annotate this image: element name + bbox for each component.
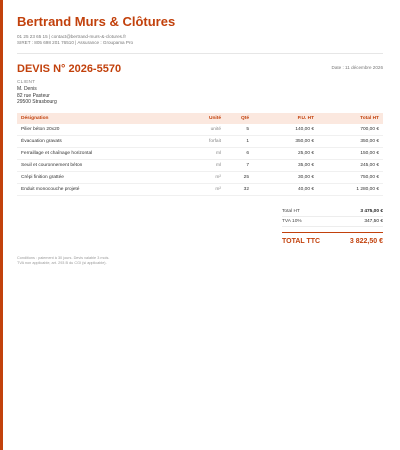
table-row: [17, 159, 383, 171]
table-row: [17, 135, 383, 147]
col-unit: Unité: [179, 113, 225, 124]
cell-unit-price: 35,00 €: [253, 159, 318, 171]
cell-designation: Seuil et couronnement béton: [17, 159, 179, 171]
left-accent-bar: [0, 0, 3, 450]
ttc-divider: [282, 232, 383, 233]
cell-total: 150,00 €: [318, 147, 383, 159]
table-row: [17, 147, 383, 159]
cell-qty: 25: [225, 171, 253, 183]
cell-total: 350,00 €: [318, 135, 383, 147]
header-divider: [17, 53, 383, 54]
vat-note: TVA non applicable, art. 293 B du CGI (si applicable).: [17, 260, 107, 265]
table-row: [17, 124, 383, 136]
cell-unit: m²: [179, 171, 225, 183]
cell-total: 1 280,00 €: [318, 183, 383, 195]
cell-unit-price: 25,00 €: [253, 147, 318, 159]
total-ttc-label: TOTAL TTC: [282, 237, 321, 245]
quote-date: Date : 11 décembre 2026: [331, 65, 383, 70]
cell-designation: Pilier béton 20x20: [17, 124, 179, 136]
total-ht-row: [282, 207, 383, 217]
footer-notes: [17, 256, 383, 266]
cell-total: 750,00 €: [318, 171, 383, 183]
cell-unit: ml: [179, 147, 225, 159]
col-qty: Qté: [225, 113, 253, 124]
items-table: [17, 113, 383, 196]
cell-unit: forfait: [179, 135, 225, 147]
total-ht-label: Total HT: [282, 208, 300, 214]
tva-label: TVA 10%: [282, 218, 302, 224]
client-label: CLIENT: [17, 80, 36, 85]
total-ttc-row: [282, 235, 383, 249]
cell-designation: Enduit monocouche projeté: [17, 183, 179, 195]
cell-total: 700,00 €: [318, 124, 383, 136]
table-row: [17, 183, 383, 195]
col-unit-price: P.U. HT: [253, 113, 318, 124]
cell-unit: ml: [179, 159, 225, 171]
cell-unit-price: 40,00 €: [253, 183, 318, 195]
cell-unit: unité: [179, 124, 225, 136]
col-designation: Désignation: [17, 113, 179, 124]
company-name: Bertrand Murs & Clôtures: [17, 14, 176, 29]
company-contact-line: 01 25 23 65 15 | contact@bertrand-murs-&-clotures.fr: [17, 34, 127, 39]
tva-row: [282, 217, 383, 227]
cell-designation: Ferraillage et chaînage horizontal: [17, 147, 179, 159]
total-ht-value: 3 475,00 €: [360, 208, 383, 214]
cell-unit-price: 350,00 €: [253, 135, 318, 147]
client-address: 82 rue Pasteur: [17, 92, 50, 99]
cell-qty: 5: [225, 124, 253, 136]
company-header: [17, 14, 383, 46]
client-city: 29500 Strasbourg: [17, 99, 57, 105]
cell-qty: 7: [225, 159, 253, 171]
cell-qty: 6: [225, 147, 253, 159]
cell-qty: 32: [225, 183, 253, 195]
cell-designation: Évacuation gravats: [17, 135, 179, 147]
totals-block: [282, 207, 383, 249]
quote-title: DEVIS N° 2026-5570: [17, 63, 122, 75]
cell-total: 245,00 €: [318, 159, 383, 171]
payment-conditions-note: Conditions : paiement à 30 jours. Devis valable 3 mois.: [17, 255, 110, 260]
tva-value: 347,50 €: [364, 218, 383, 224]
cell-unit-price: 30,00 €: [253, 171, 318, 183]
company-legal-line: SIRET : 805 698 201 76510 | Assurance : Groupama Pro: [17, 40, 134, 45]
client-block: [17, 79, 383, 106]
table-header-row: [17, 113, 383, 124]
document-heading: [17, 62, 383, 78]
table-row: [17, 171, 383, 183]
quote-document: [17, 0, 383, 266]
total-ttc-value: 3 822,50 €: [349, 237, 383, 245]
col-total: Total HT: [318, 113, 383, 124]
client-name: M. Denis: [17, 86, 37, 92]
cell-designation: Crépi finition grattée: [17, 171, 179, 183]
cell-qty: 1: [225, 135, 253, 147]
cell-unit-price: 140,00 €: [253, 124, 318, 136]
cell-unit: m²: [179, 183, 225, 195]
